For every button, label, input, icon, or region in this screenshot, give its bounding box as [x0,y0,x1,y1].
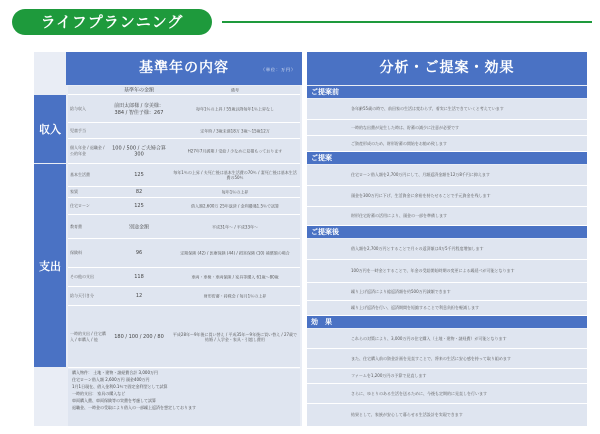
row-value: 118 [134,274,144,280]
group-heading-label: ご提案 [311,154,332,162]
list-item [307,99,587,120]
row-value: 180 / 100 / 200 / 80 [114,333,164,340]
item-text: ご資産形成のため、財形貯蓄の開始をお勧め致します [351,140,447,146]
row-value: 82 [135,189,143,195]
table-row [68,239,300,268]
list-item [307,369,587,384]
row-label: 教育費 [70,223,82,229]
header-rule [222,21,592,23]
row-value: 125 [134,172,144,178]
group-heading-label: ご提案後 [311,228,339,236]
group-heading-before [307,86,587,98]
list-item [307,349,587,369]
row-value: 別途金額 [128,224,149,230]
col-header-amount: 基準年の金額 [123,87,154,94]
item-text: 各年齢55歳の時で、前田家の生活は変わらず、着実に生活できていくと考えています [351,106,504,111]
section-income [34,95,66,163]
assumption-notes [68,369,300,426]
list-item [307,329,587,349]
row-label: 住宅ローン [70,203,90,208]
item-text: 借入額を2,700万円とすることで月々の返済額は4万5千円程度増加します [351,246,484,251]
row-label: 児童手当 [70,127,86,133]
row-note: 財形貯蓄・持株会 / 毎月1％の上昇 [203,293,267,299]
list-item [307,207,587,226]
table-row [68,164,300,187]
row-note: 平成28年〜9年後に買い替え / 平成35年〜9年後に買い替え / 27歳で結婚 / 入学金・家具・引越し費用 [172,331,298,342]
note-line: 車両購入費、車両保険等の実費を考慮して試算 [72,398,156,403]
group-heading-label: 効 果 [311,318,332,326]
row-note: 毎年1％の上昇 / 夫死亡後は基本生活費の70％ / 妻死亡後は基本生活費の50％ [173,170,297,180]
page-header-pill [12,9,212,35]
row-note: 車両・車検・車両保険 / 家具等購入 61歳〜80歳 [191,274,279,280]
row-value: 12 [135,293,143,299]
row-value: 100 / 500 / ご夫婦合算 300 [112,145,166,158]
analysis-title-text: 分析・ご提案・効果 [379,60,515,76]
row-label: その他の支出 [70,274,94,279]
row-note: 定年時 / 3歳未満18万 3歳〜15歳12万 [200,128,270,133]
row-label: 家賃 [70,189,78,194]
list-item [307,136,587,152]
row-value: 125 [134,203,144,209]
page-header-title: ライフプランニング [40,13,184,31]
row-note: 毎年1％の上昇 / 55歳以降毎年1％上昇なし [195,106,275,111]
group-heading-proposal [307,152,587,164]
row-label: 給与収入 [70,105,86,111]
group-heading-effect [307,316,587,328]
row-note: 平成31年〜 / 平成33年〜 [211,224,259,229]
item-text: これらの対策により、3,000万円の住宅購入（土地・建物・諸経費）が可能となります [351,335,507,341]
list-item [307,120,587,136]
item-text: 一時的な出費が発生した時は、貯蓄の減少に注意が必要です [351,124,459,130]
base-year-title-text: 基準年の内容 [139,60,229,76]
table-row [68,215,300,239]
column-header-row [68,86,300,95]
row-note: 借入額2,600万 25年返済 / 金利優遇1.5％で試算 [190,203,280,209]
list-item [307,260,587,283]
group-heading-after [307,226,587,238]
col-header-note: 備考 [231,87,239,93]
row-label: 保険料 [70,250,82,255]
row-note: H27年7月満期 / 受給 / 少なめに見積もっております [187,148,283,154]
item-text: また、住宅購入前の資金計画を見直すことで、将来の生活に安心感を持って取り組めます [351,355,511,361]
row-value: 前田太郎様 / 奈美様：384 / 智佳子様：267 [114,102,164,116]
row-note: 毎年1％の上昇 [221,189,249,195]
table-row [68,198,300,215]
list-item [307,186,587,207]
list-item [307,239,587,260]
list-item [307,384,587,404]
table-row [68,123,300,139]
unit-label: （単位：万円） [261,67,296,72]
table-row [68,306,300,368]
note-line: 1月1日現在、借入金利0.1％で固定金利型として試算 [72,384,168,389]
section-income-label: 収入 [39,123,61,136]
analysis-title [307,52,587,85]
base-year-title [66,52,302,85]
table-row [68,287,300,306]
list-item [307,283,587,301]
item-text: 住宅ローン借入額を2,700万円にして、月額返済金額を12万8千円に抑えます [351,172,490,177]
row-label: 一時的支出 / 住宅購入 / 車購入 / 他 [70,330,106,342]
row-label: 基本生活費 [70,172,90,177]
list-item [307,404,587,427]
list-item [307,301,587,316]
row-label: 個人年金 / 退職金 / 公的年金 [70,145,105,156]
item-text: 結果として、家族が安心して暮らせる生活設計を実現できます [351,412,463,417]
note-line: 一時的支出： 家具の購入など [72,391,126,396]
item-text: 繰り上げ返済を行い、返済期間を短縮することで利息負担を軽減します [351,305,479,310]
section-expense-label: 支出 [39,259,61,273]
row-note: 定期保険 (42) / 医療保険 (44) / 損害保険 (10) 補償額の場合 [180,250,290,256]
note-line: 退職金、一時金の受取により借入の一部繰上返済を想定しております [72,405,196,410]
item-text: さらに、ゆとりのある生活を送るために、今後も定期的に見直しを行います [351,390,487,396]
table-row [68,187,300,198]
row-label: 給与天引き分 [70,293,94,298]
item-text: 100万円を一時金とすることで、年金の受給開始時期の変更による繰延べが可能となります [351,268,515,273]
note-line: 購入物件： 土地・建物・諸経費合計 3,000万円 [72,370,158,375]
item-text: 財形住宅貯蓄の活用により、頭金の一部を準備します [351,213,447,218]
note-line: 住宅ローン借入額 2,600万円 頭金400万円 [72,377,150,382]
table-row [68,139,300,164]
table-row [68,95,300,123]
list-item [307,165,587,186]
row-value: 96 [135,250,143,256]
item-text: ファームを1,200万円の予算で見直します [351,373,427,378]
table-row [68,268,300,287]
group-heading-label: ご提案前 [311,88,339,96]
item-text: 繰り上げ返済により総返済額を約500万円減額できます [351,288,451,294]
item-text: 頭金を300万円に下げ、生活資金に余裕を持たせることで手元資金を残します [351,193,491,198]
section-expense [34,164,66,367]
